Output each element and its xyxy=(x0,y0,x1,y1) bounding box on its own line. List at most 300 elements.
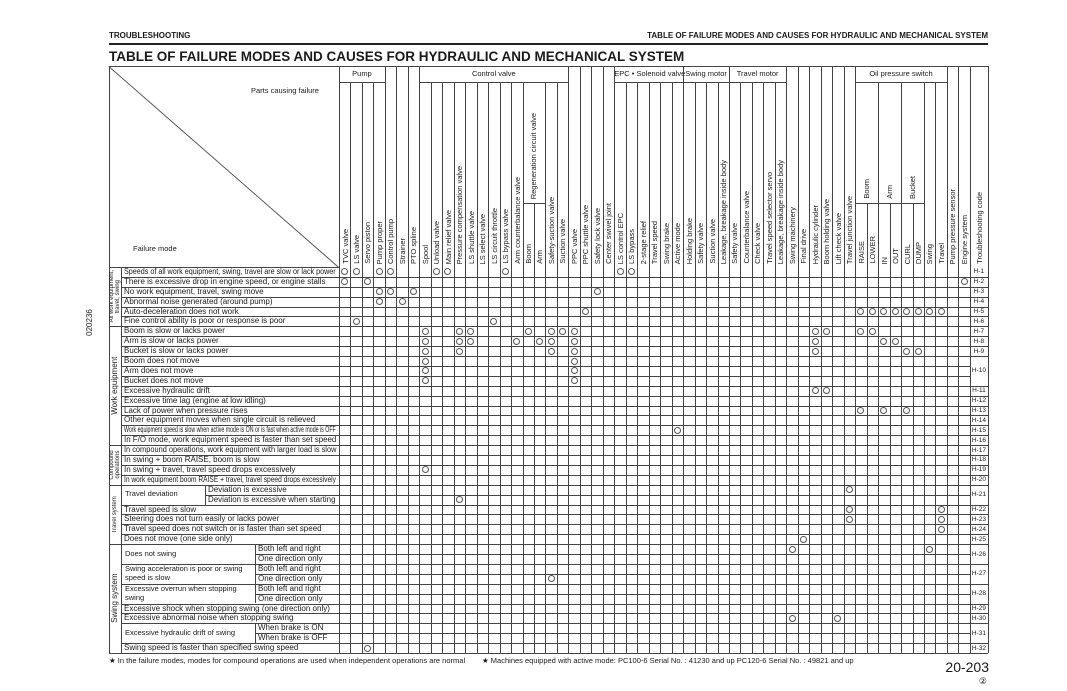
column-line xyxy=(637,82,638,653)
cause-mark-circle xyxy=(422,328,429,335)
troubleshooting-code-h-23[interactable]: H-23 xyxy=(971,515,986,523)
row-line xyxy=(109,326,988,327)
failure-mode-label: Travel deviation xyxy=(125,489,178,499)
cause-mark-circle xyxy=(364,645,371,652)
column-header-suction-valve: Suction valve xyxy=(707,219,717,264)
column-line xyxy=(396,66,397,653)
failure-mode-text[interactable]: In swing + boom RAISE, boom is slow xyxy=(124,455,260,465)
cause-mark-circle xyxy=(571,377,578,384)
column-line xyxy=(832,66,833,653)
column-line xyxy=(878,82,879,653)
cause-mark-circle xyxy=(456,348,463,355)
column-line xyxy=(477,82,478,653)
column-line xyxy=(855,66,856,653)
column-line xyxy=(614,66,615,653)
cause-mark-circle xyxy=(789,615,796,622)
row-line xyxy=(121,366,970,367)
column-header-lift-check-valve: Lift check valve xyxy=(833,212,843,264)
troubleshooting-code-h-21[interactable]: H-21 xyxy=(971,491,986,499)
column-line xyxy=(683,66,684,653)
header-divider xyxy=(339,66,340,653)
cause-mark-circle xyxy=(938,506,945,513)
column-line xyxy=(603,66,604,653)
column-header-check-valve: Check valve xyxy=(753,223,763,264)
column-header-engine-system: Engine system xyxy=(959,214,969,264)
cause-mark-circle xyxy=(341,278,348,285)
column-header-ppc-shuttle-valve: PPC shuttle valve xyxy=(581,204,591,264)
cause-mark-circle xyxy=(903,407,910,414)
cause-mark-circle xyxy=(857,328,864,335)
section-header: TROUBLESHOOTING xyxy=(109,31,191,40)
cause-mark-circle xyxy=(376,268,383,275)
column-header-safety-valve: Safety valve xyxy=(730,223,740,264)
row-group-all-work-equipment-travel-swing: All work equipment, travel, swing xyxy=(109,270,121,323)
failure-mode-text[interactable]: Other equipment moves when single circuit is relieved xyxy=(124,415,316,425)
cause-mark-circle xyxy=(834,615,841,622)
column-line xyxy=(362,82,363,653)
troubleshooting-code-h-26[interactable]: H-26 xyxy=(971,550,986,558)
row-group-swing-system: Swing system xyxy=(110,573,119,624)
column-line xyxy=(373,82,374,653)
troubleshooting-code-h-6[interactable]: H-6 xyxy=(973,317,985,325)
running-title: TABLE OF FAILURE MODES AND CAUSES FOR HYDRAULIC AND MECHANICAL SYSTEM xyxy=(647,31,988,40)
cause-mark-circle xyxy=(456,496,463,503)
row-line xyxy=(255,554,970,555)
column-header-active-mode: Active mode xyxy=(673,222,683,264)
row-line xyxy=(121,386,988,387)
column-line xyxy=(649,82,650,653)
cause-mark-circle xyxy=(341,268,348,275)
column-group-travel-motor: Travel motor xyxy=(736,69,779,78)
cause-mark-circle xyxy=(571,348,578,355)
cause-mark-circle xyxy=(422,358,429,365)
column-line xyxy=(958,66,959,653)
cause-mark-circle xyxy=(422,348,429,355)
cause-mark-circle xyxy=(674,427,681,434)
cause-mark-circle xyxy=(364,278,371,285)
corner-failure-mode-label: Failure mode xyxy=(133,244,177,253)
failure-mode-sub-condition[interactable]: Both left and right xyxy=(258,583,321,593)
cause-mark-circle xyxy=(548,328,555,335)
cause-mark-circle xyxy=(869,308,876,315)
column-line xyxy=(901,82,902,653)
column-header-travel-junction-valve: Travel junction valve xyxy=(845,195,855,264)
table-bottom-border xyxy=(109,653,988,654)
cause-mark-circle xyxy=(915,348,922,355)
column-header-2-stage-relief: 2-stage relief xyxy=(638,220,648,264)
column-line xyxy=(695,82,696,653)
page-number: 20-203 xyxy=(945,659,989,675)
footnote-active-mode: ★ Machines equipped with active mode: PC100-6 Serial No. : 41230 and up PC120-6 Serial No. : 49821 and up xyxy=(482,656,854,665)
troubleshooting-code-h-11[interactable]: H-11 xyxy=(972,387,986,395)
column-header-travel: Travel xyxy=(936,243,946,264)
failure-mode-text[interactable]: Excessive time lag (engine at low idling) xyxy=(124,395,266,405)
column-line xyxy=(890,203,891,653)
cause-mark-circle xyxy=(594,288,601,295)
troubleshooting-code-h-30[interactable]: H-30 xyxy=(971,614,986,622)
column-group-swing-motor: Swing motor xyxy=(685,69,727,78)
troubleshooting-code-h-22[interactable]: H-22 xyxy=(971,505,986,513)
row-line xyxy=(121,376,970,377)
cause-mark-circle xyxy=(617,268,624,275)
column-header-arm: Arm xyxy=(535,250,545,264)
column-header-holding-brake: Holding brake xyxy=(684,217,694,264)
troubleshooting-code-h-28[interactable]: H-28 xyxy=(971,590,986,598)
cause-mark-circle xyxy=(571,338,578,345)
failure-mode-text[interactable]: Work equipment speed is slow when active mode is ON or is fast when active mode is OFF xyxy=(124,425,336,435)
failure-mode-text[interactable]: Speeds of all work equipment, swing, travel are slow or lack power xyxy=(124,267,336,276)
cause-mark-circle xyxy=(789,546,796,553)
troubleshooting-code-h-10[interactable]: H-10 xyxy=(971,367,986,375)
column-line xyxy=(626,82,627,653)
column-line xyxy=(431,82,432,653)
cause-mark-circle xyxy=(571,367,578,374)
cause-mark-circle xyxy=(456,328,463,335)
column-header-ls-shuttle-valve: LS shuttle valve xyxy=(466,211,476,264)
troubleshooting-code-h-16[interactable]: H-16 xyxy=(971,436,986,444)
column-line xyxy=(763,82,764,653)
failure-mode-sub-condition[interactable]: When brake is OFF xyxy=(258,633,328,643)
troubleshooting-code-h-29[interactable]: H-29 xyxy=(971,604,986,612)
row-line xyxy=(121,584,988,585)
failure-mode-text[interactable]: In compound operations, work equipment with larger load is slow xyxy=(124,445,337,455)
column-line xyxy=(568,66,569,653)
column-line xyxy=(752,82,753,653)
cause-mark-circle xyxy=(880,338,887,345)
column-line xyxy=(385,66,386,653)
column-header-ls-control-epc: LS control EPC xyxy=(615,212,625,264)
revision-mark: ② xyxy=(978,676,987,686)
cause-mark-circle xyxy=(399,298,406,305)
cause-mark-circle xyxy=(502,268,509,275)
cause-mark-circle xyxy=(410,288,417,295)
column-line xyxy=(913,203,914,653)
column-group-control-valve: Control valve xyxy=(471,69,516,78)
troubleshooting-code-h-14[interactable]: H-14 xyxy=(971,416,986,424)
column-line xyxy=(729,66,730,653)
table-right-border xyxy=(988,66,989,653)
row-line xyxy=(255,633,970,634)
troubleshooting-code-h-18[interactable]: H-18 xyxy=(971,456,986,464)
cause-mark-circle xyxy=(846,516,853,523)
column-line xyxy=(500,82,501,653)
cause-mark-circle xyxy=(422,377,429,384)
column-header-center-swivel-joint: Center swivel joint xyxy=(604,203,614,264)
troubleshooting-code-h-1[interactable]: H-1 xyxy=(973,268,985,276)
column-line xyxy=(706,82,707,653)
cause-mark-circle xyxy=(387,288,394,295)
column-header-raise: RAISE xyxy=(856,241,866,264)
column-line xyxy=(821,66,822,653)
column-header-troubleshooting-code: Troubleshooting code xyxy=(974,192,984,264)
failure-mode-text[interactable]: Excessive hydraulic drift xyxy=(124,385,210,395)
cause-mark-circle xyxy=(926,546,933,553)
failure-mode-sub-condition[interactable]: One direction only xyxy=(258,593,323,603)
troubleshooting-code-h-24[interactable]: H-24 xyxy=(971,525,986,533)
column-header-leakage-breakage-inside-body: Leakage, breakage inside body xyxy=(719,159,728,264)
column-line xyxy=(947,66,948,653)
failure-mode-text[interactable]: Arm is slow or lacks power xyxy=(124,336,219,346)
troubleshooting-code-h-3[interactable]: H-3 xyxy=(973,288,985,296)
cause-mark-circle xyxy=(812,338,819,345)
cause-mark-circle xyxy=(915,308,922,315)
column-header-suction-valve: Suction valve xyxy=(558,219,568,264)
column-header-boom: Boom xyxy=(524,244,534,264)
column-line xyxy=(786,66,787,653)
troubleshooting-code-h-9[interactable]: H-9 xyxy=(973,347,985,355)
cause-mark-circle xyxy=(892,308,899,315)
cause-mark-circle xyxy=(548,338,555,345)
cause-mark-circle xyxy=(628,268,635,275)
failure-mode-label: Excessive overrun when stopping swing xyxy=(125,584,237,602)
column-line xyxy=(511,82,512,653)
troubleshooting-code-h-4[interactable]: H-4 xyxy=(973,298,985,306)
column-subgroup-boom: Boom xyxy=(862,179,872,199)
failure-mode-sub-condition[interactable]: Deviation is excessive when starting xyxy=(208,494,336,504)
column-group-oil-pressure-switch: Oil pressure switch xyxy=(869,69,933,78)
column-subgroup-arm: Arm xyxy=(885,185,895,199)
column-header-ls-bypass: LS bypass xyxy=(627,228,637,264)
cause-mark-circle xyxy=(444,268,451,275)
cause-mark-circle xyxy=(938,526,945,533)
cause-mark-circle xyxy=(938,516,945,523)
cause-mark-circle xyxy=(571,358,578,365)
failure-mode-text[interactable]: Excessive abnormal noise when stopping swing xyxy=(124,613,294,623)
column-header-counterbalance-valve: Counterbalance valve xyxy=(741,191,751,264)
column-line xyxy=(534,203,535,653)
page-title: TABLE OF FAILURE MODES AND CAUSES FOR HYDRAULIC AND MECHANICAL SYSTEM xyxy=(109,49,685,64)
cause-mark-circle xyxy=(869,328,876,335)
failure-mode-sub-condition[interactable]: When brake is ON xyxy=(258,623,324,633)
column-header-arm-counterbalance-valve: Arm counterbalance valve xyxy=(512,177,522,264)
cause-mark-circle xyxy=(857,308,864,315)
cause-mark-circle xyxy=(846,486,853,493)
cause-mark-circle xyxy=(582,308,589,315)
cause-mark-circle xyxy=(467,338,474,345)
column-header-servo-piston: Servo piston xyxy=(363,222,373,264)
cause-mark-circle xyxy=(961,278,968,285)
cause-mark-circle xyxy=(490,318,497,325)
column-header-safety-lock-valve: Safety lock valve xyxy=(592,207,602,264)
troubleshooting-code-h-31[interactable]: H-31 xyxy=(971,629,986,637)
column-header-safety-valve: Safety valve xyxy=(696,223,706,264)
column-line xyxy=(844,66,845,653)
cause-mark-circle xyxy=(938,308,945,315)
failure-mode-text[interactable]: Travel speed does not switch or is faster than set speed xyxy=(124,524,322,534)
failure-mode-sub-condition[interactable]: Deviation is excessive xyxy=(208,484,287,494)
troubleshooting-code-h-12[interactable]: H-12 xyxy=(971,397,986,405)
cause-mark-circle xyxy=(548,575,555,582)
row-line xyxy=(121,564,988,565)
failure-mode-text[interactable]: Fine control ability is poor or response is poor xyxy=(124,316,286,326)
column-line xyxy=(660,82,661,653)
column-line xyxy=(935,82,936,653)
column-header-pump-pressure-sensor: Pump pressure sensor xyxy=(948,188,958,264)
cause-mark-circle xyxy=(525,328,532,335)
column-line xyxy=(672,82,673,653)
column-header-pressure-compensation-valve: Pressure compensation valve xyxy=(455,165,465,264)
column-line xyxy=(740,82,741,653)
troubleshooting-code-h-7[interactable]: H-7 xyxy=(973,327,985,335)
table-top-border xyxy=(109,66,988,67)
row-line xyxy=(121,336,988,337)
failure-mode-text[interactable]: Boom does not move xyxy=(124,356,200,366)
cause-mark-circle xyxy=(353,318,360,325)
cause-mark-circle xyxy=(812,387,819,394)
troubleshooting-code-h-20[interactable]: H-20 xyxy=(971,476,986,484)
column-header-travel-speed-selector-servo: Travel speed selector servo xyxy=(764,172,774,264)
failure-mode-text[interactable]: In F/O mode, work equipment speed is faster than set speed xyxy=(124,435,337,445)
column-line xyxy=(442,82,443,653)
failure-mode-text[interactable]: In work equipment boom RAISE + travel, travel speed drops excessively xyxy=(124,474,336,484)
failure-mode-sub-condition[interactable]: One direction only xyxy=(258,573,323,583)
troubleshooting-code-h-27[interactable]: H-27 xyxy=(971,570,986,578)
cause-mark-circle xyxy=(926,308,933,315)
troubleshooting-code-h-15[interactable]: H-15 xyxy=(971,426,986,434)
cause-mark-circle xyxy=(880,308,887,315)
column-header-dump: DUMP xyxy=(914,241,923,264)
column-header-unload-valve: Unload valve xyxy=(432,220,442,264)
cause-mark-circle xyxy=(846,506,853,513)
column-line xyxy=(419,66,420,653)
column-header-curl: CURL xyxy=(902,243,912,264)
column-header-swing: Swing xyxy=(925,243,935,264)
footnote-compound-modes: ★ In the failure modes, modes for compound operations are used when independent operations are normal xyxy=(109,656,466,665)
cause-mark-circle xyxy=(823,387,830,394)
failure-mode-text[interactable]: Arm does not move xyxy=(124,365,194,375)
column-line xyxy=(591,66,592,653)
column-header-ls-valve: LS valve xyxy=(351,235,361,264)
column-line xyxy=(798,66,799,653)
column-group-underline xyxy=(729,82,786,83)
failure-mode-text[interactable]: Lack of power when pressure rises xyxy=(124,405,248,415)
column-subgroup-bucket: Bucket xyxy=(908,176,917,199)
column-subgroup-regeneration-circuit-valve: Regeneration circuit valve xyxy=(529,112,539,199)
cause-mark-circle xyxy=(387,268,394,275)
failure-mode-text[interactable]: In swing + travel, travel speed drops excessively xyxy=(124,464,296,474)
failure-mode-text[interactable]: Travel speed is slow xyxy=(124,504,197,514)
column-header-pto-spline: PTO spline xyxy=(409,227,419,264)
cause-mark-circle xyxy=(456,338,463,345)
failure-mode-text[interactable]: Swing speed is faster than specified swing speed xyxy=(124,643,299,653)
row-line xyxy=(121,623,988,624)
column-header-out: OUT xyxy=(891,248,901,264)
column-header-ls-circuit-throttle: LS circuit throttle xyxy=(489,208,499,264)
row-line xyxy=(255,574,970,575)
cause-mark-circle xyxy=(559,328,566,335)
row-line xyxy=(121,346,988,347)
column-line xyxy=(465,82,466,653)
cause-mark-circle xyxy=(353,268,360,275)
column-header-boom-holding-valve: Boom holding valve xyxy=(822,198,832,264)
column-line xyxy=(350,82,351,653)
column-line xyxy=(809,66,810,653)
cause-mark-circle xyxy=(376,288,383,295)
row-group-divider xyxy=(121,267,122,653)
failure-mode-text[interactable]: There is excessive drop in engine speed, or engine stalls xyxy=(124,276,326,286)
column-header-leakage-breakage-inside-body: Leakage, breakage inside body xyxy=(776,159,786,264)
failure-mode-text[interactable]: Auto-deceleration does not work xyxy=(124,306,239,316)
header-rule xyxy=(109,43,988,45)
cause-mark-circle xyxy=(467,328,474,335)
cause-mark-circle xyxy=(422,367,429,374)
row-line xyxy=(255,594,970,595)
row-group-compound-operations: Compound operations xyxy=(109,450,121,480)
column-header-ls-bypass-valve: LS bypass valve xyxy=(501,209,511,264)
troubleshooting-code-h-19[interactable]: H-19 xyxy=(971,466,986,474)
column-group-pump: Pump xyxy=(352,69,372,78)
failure-mode-label: Does not swing xyxy=(125,548,177,558)
cause-mark-circle xyxy=(812,348,819,355)
failure-mode-label: Swing acceleration is poor or swing speed is slow xyxy=(125,564,243,582)
side-code: 020236 xyxy=(84,309,94,336)
failure-mode-sub-condition[interactable]: Both left and right xyxy=(258,544,321,554)
failure-mode-sub-condition[interactable]: One direction only xyxy=(258,554,323,564)
cause-mark-circle xyxy=(422,338,429,345)
column-line xyxy=(488,82,489,653)
row-group-travel-system: Travel system xyxy=(112,495,118,533)
cause-mark-circle xyxy=(892,338,899,345)
failure-mode-text[interactable]: Bucket is slow or lacks power xyxy=(124,346,229,356)
column-line xyxy=(557,82,558,653)
failure-mode-sub-condition[interactable]: Both left and right xyxy=(258,563,321,573)
row-line xyxy=(121,356,988,357)
column-header-main-relief-valve: Main relief valve xyxy=(443,209,453,264)
column-header-lower: LOWER xyxy=(868,236,878,264)
column-header-swing-machinery: Swing machinery xyxy=(787,206,797,264)
troubleshooting-code-h-13[interactable]: H-13 xyxy=(971,407,986,414)
column-line xyxy=(545,82,546,653)
cause-mark-circle xyxy=(903,308,910,315)
cause-mark-circle xyxy=(823,328,830,335)
cause-mark-circle xyxy=(880,407,887,414)
corner-parts-label: Parts causing failure xyxy=(251,86,319,95)
failure-mode-text[interactable]: Does not move (one side only) xyxy=(124,534,233,544)
failure-mode-text[interactable]: Bucket does not move xyxy=(124,375,204,385)
failure-mode-text[interactable]: Steering does not turn easily or lacks power xyxy=(124,514,280,524)
column-line xyxy=(924,82,925,653)
column-line xyxy=(523,82,524,653)
troubleshooting-code-h-5[interactable]: H-5 xyxy=(973,308,985,316)
cause-mark-circle xyxy=(433,268,440,275)
cause-mark-circle xyxy=(513,338,520,345)
column-group-epc-solenoid-valve: EPC • Solenoid valve xyxy=(614,69,686,78)
column-header-final-drive: Final drive xyxy=(799,229,809,264)
failure-mode-text[interactable]: Boom is slow or lacks power xyxy=(124,326,225,336)
cause-mark-circle xyxy=(548,348,555,355)
failure-mode-text[interactable]: Excessive shock when stopping swing (one direction only) xyxy=(124,603,330,613)
cause-mark-circle xyxy=(422,466,429,473)
cause-mark-circle xyxy=(376,298,383,305)
failure-mode-text[interactable]: No work equipment, travel, swing move xyxy=(124,286,264,296)
column-header-strainer: Strainer xyxy=(397,237,407,264)
failure-mode-text[interactable]: Abnormal noise generated (around pump) xyxy=(124,296,273,306)
column-header-tvc-valve: TVC valve xyxy=(340,229,350,264)
troubleshooting-code-h-2[interactable]: H-2 xyxy=(973,278,985,286)
corner-diagonal xyxy=(108,66,339,268)
troubleshooting-code-h-25[interactable]: H-25 xyxy=(971,535,986,543)
column-header-pump-proper: Pump proper xyxy=(374,220,384,264)
cause-mark-circle xyxy=(812,328,819,335)
column-header-in: IN xyxy=(879,256,889,264)
column-header-travel-speed: Travel speed xyxy=(650,220,660,264)
cause-mark-circle xyxy=(903,348,910,355)
troubleshooting-code-h-32[interactable]: H-32 xyxy=(971,644,986,652)
cause-mark-circle xyxy=(571,328,578,335)
troubleshooting-code-h-17[interactable]: H-17 xyxy=(971,446,986,454)
troubleshooting-code-h-8[interactable]: H-8 xyxy=(973,337,985,345)
column-header-swing-brake: Swing brake xyxy=(661,222,671,264)
